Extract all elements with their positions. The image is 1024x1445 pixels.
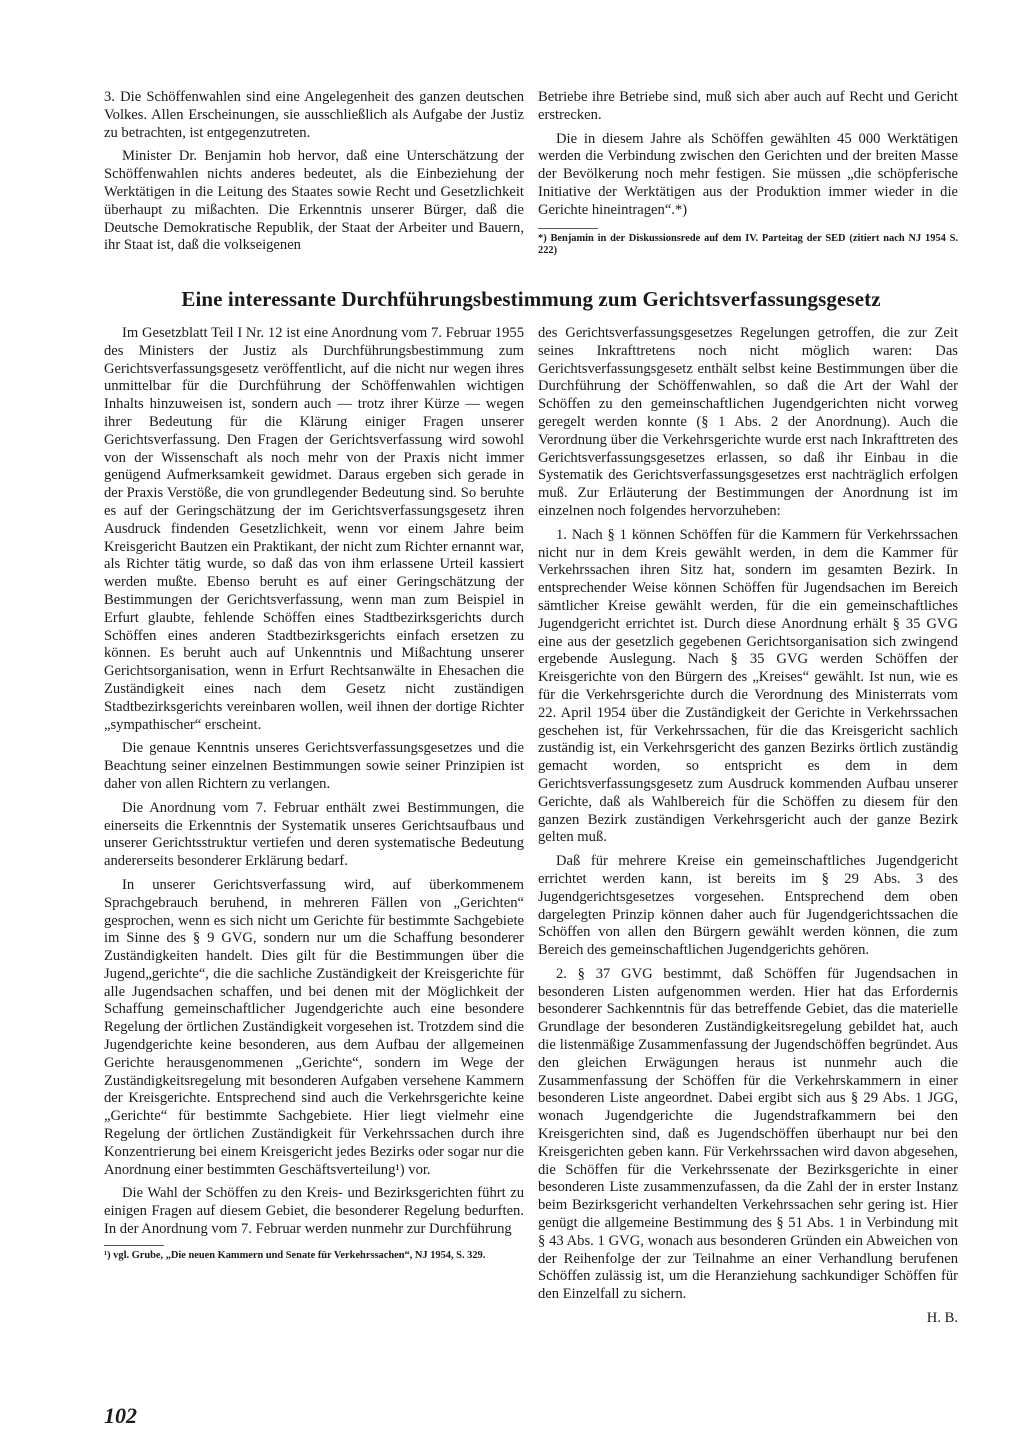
article-left-paragraph-4: In unserer Gerichtsverfassung wird, auf überkommenem Sprachgebrauch beruhend, in mehreren Fällen von „Gerichten“ gesprochen, wenn es sich nicht um Gerichte für bestimmte Sachgebiete im Sinne des § 9 GVG, sondern nur um die Schaffung besonderer Zuständigkeiten handelt. Dies gilt für die Bestimmungen über die Jugend„gerichte“, die die sachliche Zuständigkeit der Kreisgerichte für alle Jugendsachen schaffen, und bei denen mit der Möglichkeit der Schaffung gemeinschaftlicher Jugendgerichte auch eine besondere Regelung der örtlichen Zuständigkeit vorgesehen ist. Trotzdem sind die Jugendgerichte keine besonderen, aus dem Aufbau der allgemeinen Gerichte herausgenommenen „Gerichte“, sondern im Wege der Zuständigkeitsregelung mit besonderen Aufgaben versehene Kammern der Kreisgerichte. Entsprechend sind auch die Verkehrsgerichte keine „Gerichte“ für bestimmte Sachgebiete. Hier liegt vielmehr eine Regelung der örtlichen Zuständigkeit für Verkehrssachen durch ihre Konzentrierung bei einem Kreisgericht jedes Bezirks oder sogar nur die Anordnung einer bestimmten Geschäftsverteilung¹) vor. <box>104 876 524 1178</box>
top-left-column <box>104 89 524 261</box>
article-footnote: ¹) vgl. Grube, „Die neuen Kammern und Senate für Verkehrssachen“, NJ 1954, S. 329. <box>104 1249 486 1261</box>
article-left-paragraph-5: Die Wahl der Schöffen zu den Kreis- und Bezirksgerichten führt zu einigen Fragen auf diesem Gebiet, die besonderer Regelung bedurften. In der Anordnung vom 7. Februar werden nunmehr zur Durchführung <box>104 1185 524 1238</box>
article-right-paragraph-3: Daß für mehrere Kreise ein gemeinschaftliches Jugendgericht errichtet werden kann, ist bereits im § 29 Abs. 3 des Jugendgerichtsgesetzes vorgesehen. Entsprechend dem oben dargelegten Prinzip können daher auch für Jugendgerichtssachen die Schöffen von allen den Bürgern gewählt werden können, die zum Bereich des gemeinschaftlichen Jugendgerichts gehören. <box>538 853 958 959</box>
article-left-paragraph-3: Die Anordnung vom 7. Februar enthält zwei Bestimmungen, die einerseits die Erkenntnis der Systematik unseres Gerichtsaufbaus und unserer Gerichtsstruktur vertiefen und deren systematische Bedeutung andererseits besonderer Erklärung bedarf. <box>104 799 524 870</box>
top-right-paragraph-2: Die in diesem Jahre als Schöffen gewählten 45 000 Werktätigen werden die Verbindung zwischen den Gerichten und der breiten Masse der Bevölkerung noch mehr festigen. Sie müssen „die schöpferische Initiative der Werktätigen aus der Produktion immer wieder in die Gerichte hineintragen“.*) <box>538 130 958 218</box>
top-right-column <box>538 89 958 264</box>
top-left-paragraph-2: Minister Dr. Benjamin hob hervor, daß eine Unterschätzung der Schöffenwahlen nichts anderes bedeutet, als die Einbeziehung der Werktätigen in die Leitung des Staates sowie Recht und Gesetzlichkeit überhaupt zu mißachten. Die Erkenntnis unserer Bürger, daß die Deutsche Demokratische Republik, der Staat der Arbeiter und Bauern, ihr Staat ist, daß die volkseigenen <box>104 148 524 254</box>
footnote-rule <box>538 228 598 229</box>
article-title: Eine interessante Durchführungsbestimmung zum Gerichtsverfassungsgesetz <box>181 287 881 311</box>
article-left-paragraph-2: Die genaue Kenntnis unseres Gerichtsverfassungsgesetzes und die Beachtung seiner einzelnen Bestimmungen sowie seiner Prinzipien ist daher von allen Richtern zu verlangen. <box>104 740 524 792</box>
article-right-paragraph-4: 2. § 37 GVG bestimmt, daß Schöffen für Jugendsachen in besonderen Listen aufgenommen werden. Hier hat das Erfordernis besonderer Sachkenntnis für das betreffende Gebiet, das die materielle Grundlage der besonderen Zuständigkeitsregelung gebildet hat, auch die listenmäßige Zusammenfassung der Jugendschöffen begründet. Aus den gleichen Erwägungen heraus ist nunmehr auch die Zusammenfassung der Schöffen für die Verkehrskammern in einer besonderen Liste angeordnet. Dabei ergibt sich aus § 29 Abs. 1 JGG, wonach Jugendgerichte die Jugendstrafkammern bei den Kreisgerichten sind, daß es Jugendschöffen überhaupt nur bei den Kreisgerichten geben kann. Für Verkehrssachen wird davon abgesehen, die Schöffen für die Verkehrssenate der Bezirksgerichte in einer besonderen Liste zusammenzufassen, da die Zahl der in erster Instanz beim Bezirksgericht verhandelten Verkehrssachen sehr gering ist. Hier genügt die allgemeine Bestimmung des § 51 Abs. 1 in Verbindung mit § 43 Abs. 1 GVG, wonach aus besonderen Gründen ein Abweichen von der Reihenfolge der zur Teilnahme an einer Verhandlung berufenen Schöffen zulässig ist, um die Heranziehung sachkundiger Schöffen für den Einzelfall zu sichern. <box>538 965 958 1303</box>
top-footnote: *) Benjamin in der Diskussionsrede auf dem IV. Parteitag der SED (zitiert nach NJ 1954 S. 222) <box>538 232 958 257</box>
article-right-paragraph-2: 1. Nach § 1 können Schöffen für die Kammern für Verkehrssachen nicht nur in dem Kreis gewählt werden, in dem die Kammer für Verkehrssachen ihren Sitz hat, sondern im gesamten Bezirk. In entsprechender Weise können Schöffen für Jugendsachen im Bereich sämtlicher Kreise gewählt werden, für die ein gemeinschaftliches Jugendgericht errichtet ist. Durch diese Anordnung erhält § 35 GVG eine aus der gesetzlich gegebenen Gerichtsorganisation sich zwingend ergebende Auslegung. Nach § 35 GVG werden Schöffen der Kreisgerichte von den Bürgern des „Kreises“ gewählt. Ist nun, wie es für die Verkehrsgerichte durch die Verordnung des Ministerrats vom 22. April 1954 über die Zuständigkeit der Gerichte in Verkehrssachen geschehen ist, für Verkehrssachen, für die das Kreisgericht sachlich zuständig ist, ein Verkehrsgericht des ganzen Bezirks örtlich zuständig gemacht worden, so entspricht es dem in dem Gerichtsverfassungsgesetz zum Ausdruck kommenden Aufbau unserer Gerichte, daß als Wahlbereich für die Schöffen zu diesem für den ganzen Bezirk zuständigen Verkehrsgericht auch der ganze Bezirk gelten muß. <box>538 526 958 846</box>
article-right-column <box>538 325 958 1334</box>
page-number: 102 <box>104 1403 137 1428</box>
author-signature: H. B. <box>926 1310 958 1327</box>
article-footnote-rule <box>104 1245 164 1246</box>
top-left-paragraph-1: 3. Die Schöffenwahlen sind eine Angelegenheit des ganzen deutschen Volkes. Allen Erscheinungen, sie ausschließlich als Aufgabe der Justiz zu betrachten, ist entgegenzutreten. <box>104 89 524 141</box>
article-left-column <box>104 325 524 1268</box>
article-left-paragraph-1: Im Gesetzblatt Teil I Nr. 12 ist eine Anordnung vom 7. Februar 1955 des Ministers der Justiz als Durchführungsbestimmung zum Gerichtsverfassungsgesetz veröffentlicht, auf die nicht nur wegen ihres unmittelbar für die Durchführung der Schöffenwahlen wichtigen Inhalts hinzuweisen ist, sondern auch — trotz ihrer Kürze — wegen ihrer Bedeutung für die Klärung einiger Fragen unserer Gerichtsverfassung. Den Fragen der Gerichtsverfassung wird sowohl von der Wissenschaft als noch mehr von der Praxis nicht immer genügend Aufmerksamkeit gewidmet. Daraus ergeben sich gerade in der Praxis Verstöße, die von grundlegender Bedeutung sind. So beruhte es auf der Geringschätzung der im Gerichtsverfassungsgesetz ihren Ausdruck findenden Gesetzlichkeit, wenn vor einem Jahre beim Kreisgericht Bautzen ein Praktikant, der nicht zum Richter ernannt war, als Richter tätig wurde, so daß das von ihm erlassene Urteil kassiert werden mußte. Ebenso beruht es auf einer Geringschätzung der Bestimmungen der Gerichtsverfassung, wenn man zum Beispiel in Erfurt glaubte, fehlende Schöffen eines Stadtbezirksgerichts durch Schöffen eines anderen Stadtbezirksgerichts einfach ersetzen zu können. Es beruht auch auf Unkenntnis und Mißachtung unserer Gerichtsorganisation, wenn in Erfurt Rechtsanwälte in Ehesachen die Zuständigkeit eines nach dem Gesetz nicht zuständigen Stadtbezirksgerichts vereinbaren wollen, weil ihnen der dortige Richter „sympathischer“ erscheint. <box>104 325 524 733</box>
article-right-paragraph-1: des Gerichtsverfassungsgesetzes Regelungen getroffen, die zur Zeit seines Inkrafttretens noch nicht möglich waren: Das Gerichtsverfassungsgesetz enthält selbst keine Bestimmungen über die Durchführung der Schöffenwahlen, so daß die Art der Wahl der Schöffen zu den gemeinschaftlichen Jugendgerichten nicht vorweg geregelt werden konnte (§ 1 Abs. 2 der Anordnung). Auch die Verordnung über die Verkehrsgerichte wurde erst nach Inkrafttreten des Gerichtsverfassungsgesetzes erlassen, so daß ihr Einbau in die Systematik des Gerichtsverfassungsgesetzes erst nachträglich erfolgen muß. Zur Erläuterung der Bestimmungen der Anordnung ist im einzelnen noch folgendes hervorzuheben: <box>538 325 958 519</box>
top-right-paragraph-1: Betriebe ihre Betriebe sind, muß sich aber auch auf Recht und Gericht erstrecken. <box>538 89 958 123</box>
